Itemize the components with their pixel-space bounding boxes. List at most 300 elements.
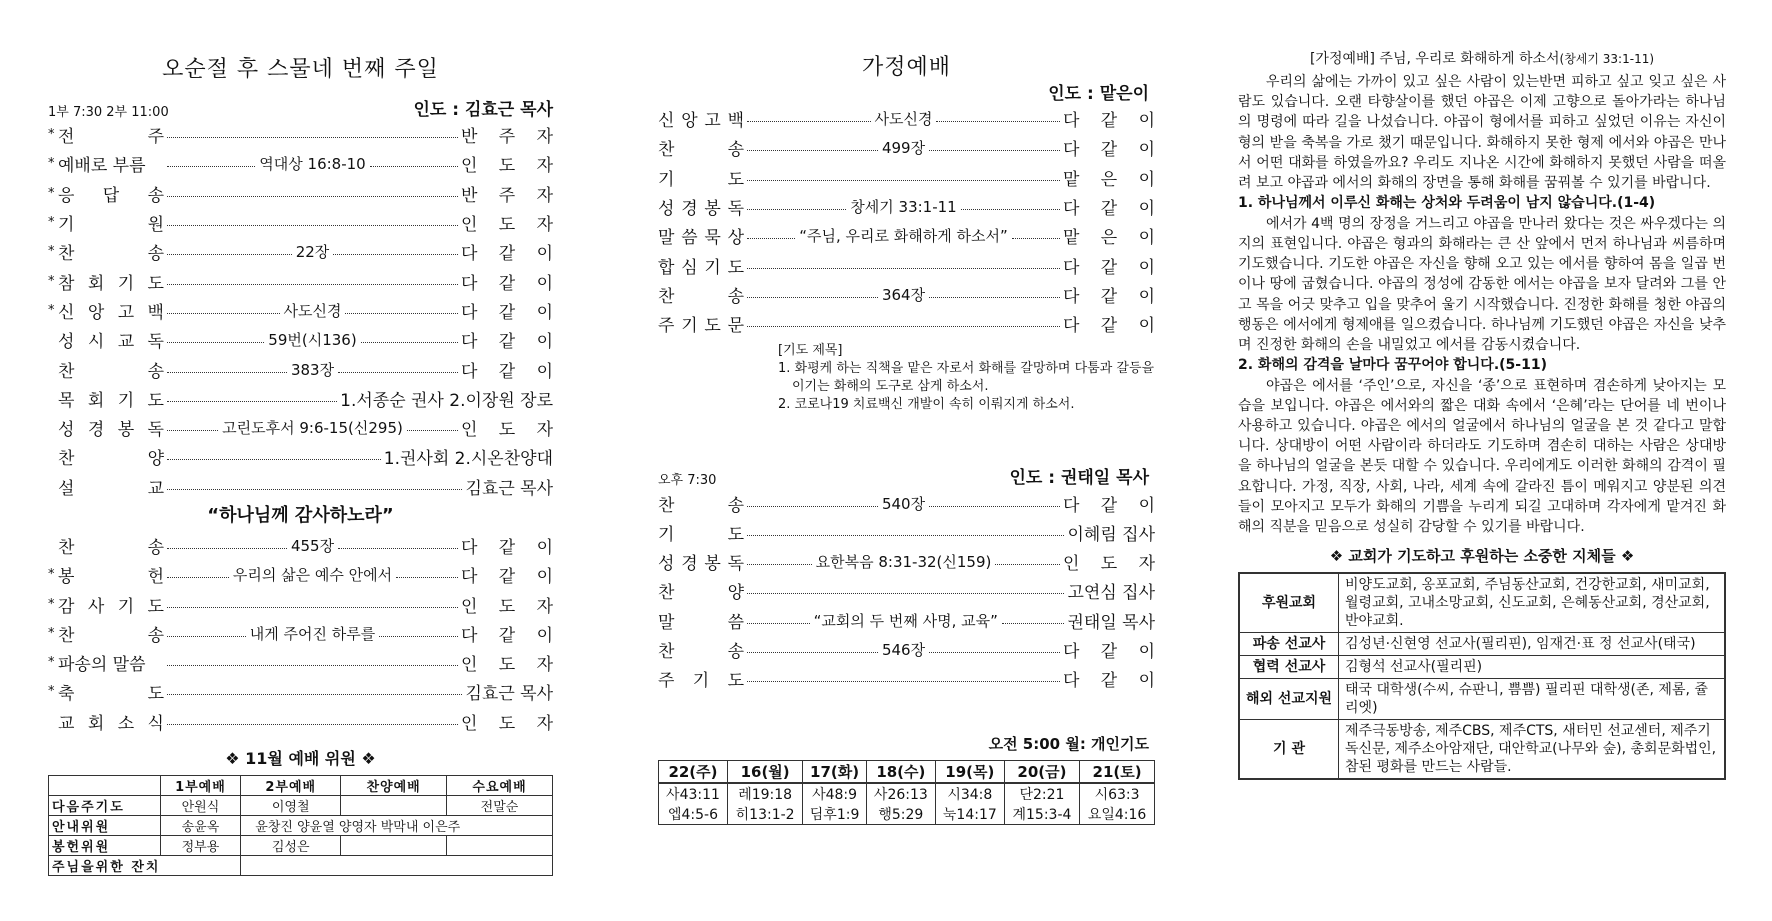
duty-cell: 윤창진 양윤열 양영자 박막내 이은주 (241, 815, 553, 835)
day-verse: 눅14:17 (935, 804, 1004, 825)
duty-row-label: 다음주기도 (49, 795, 161, 815)
order-item-leader: 인 도 자 (1063, 554, 1155, 575)
order-item-leader: 권태일 목사 (1067, 612, 1155, 633)
dot-leader (333, 254, 458, 255)
duty-cell: 전말순 (447, 795, 553, 815)
duty-row-label: 주님을위한 잔치 (49, 855, 241, 875)
dot-leader (167, 430, 218, 431)
support-value: 김성년·신현영 선교사(필리핀), 임재건·표 정 선교사(태국) (1339, 633, 1725, 656)
dot-leader (929, 150, 1060, 151)
dot-leader (167, 724, 458, 725)
order-item-name: 찬 송 (58, 625, 164, 646)
order-leader-dots (167, 329, 458, 350)
order-item-leader: 맡 은 이 (1063, 169, 1155, 190)
order-item-name: 찬 송 (658, 286, 744, 307)
day-verse: 시34:8 (935, 783, 1004, 804)
dot-leader (747, 268, 1060, 269)
order-item-name: 찬 송 (658, 140, 744, 161)
order-item-leader: 김효근 목사 (465, 478, 553, 499)
order-item-detail: 우리의 삶은 예수 안에서 (232, 566, 393, 585)
order-item-name: 신 앙 고 백 (658, 111, 744, 132)
dot-leader (747, 121, 871, 122)
order-leader-dots (747, 551, 1060, 572)
order-leader-dots (747, 675, 1060, 682)
order-leader-dots (167, 564, 458, 585)
meditation-title-text: [가정예배] 주님, 우리로 화해하게 하소서 (1309, 51, 1560, 67)
dot-leader (167, 225, 458, 226)
meditation-point: 2. 화해의 감격을 날마다 꿈꾸어야 합니다.(5-11) (1238, 357, 1547, 374)
order-row (48, 208, 553, 237)
evening-leader: 인도 : 권태일 목사 (1009, 468, 1149, 489)
order-leader-dots (167, 483, 462, 490)
order-row (658, 635, 1155, 664)
dot-leader (167, 548, 287, 549)
dot-leader (407, 430, 458, 431)
dot-leader (167, 401, 337, 402)
day-header: 22(주) (659, 761, 728, 784)
dot-leader (167, 196, 458, 197)
support-value: 태국 대학생(수씨, 슈판니, 쁨쁨) 필리핀 대학생(존, 제롬, 쥴리엣) (1339, 679, 1725, 720)
star-mark: * (48, 273, 55, 289)
duty-cell (341, 835, 447, 855)
order-leader-dots (167, 417, 458, 438)
dot-leader (167, 694, 462, 695)
dot-leader (379, 636, 458, 637)
order-leader-dots (167, 153, 458, 174)
order-row (658, 221, 1155, 250)
duty-cell: 김성은 (241, 835, 341, 855)
order-item-leader: 인 도 자 (461, 655, 553, 676)
order-row (48, 120, 553, 149)
dot-leader (167, 577, 229, 578)
star-mark: * (48, 625, 55, 641)
order-row (48, 707, 553, 736)
day-verse: 엡4:5-6 (659, 804, 728, 825)
evening-header (658, 458, 1155, 488)
order-item-detail: “교회의 두 번째 사명, 교육” (813, 611, 998, 630)
order-row (658, 309, 1155, 338)
order-item-name: 응 답 송 (58, 185, 164, 206)
order-item-detail: “주님, 우리로 화해하게 하소서” (799, 227, 1008, 246)
evening-time: 오후 7:30 (658, 473, 717, 489)
order-item-name: 전 주 (58, 127, 164, 148)
family-title: 가정예배 (861, 55, 951, 80)
day-verse: 시63:3 (1080, 783, 1155, 804)
order-item-leader: 다 같 이 (1063, 671, 1155, 692)
duty-cell (341, 795, 447, 815)
order-item-leader: 1.서종순 권사 2.이장원 장로 (340, 390, 553, 411)
order-item-leader: 고연심 집사 (1067, 583, 1155, 604)
duty-header: 찬양예배 (341, 775, 447, 795)
dot-leader (167, 254, 292, 255)
dot-leader (370, 166, 458, 167)
dot-leader (747, 623, 810, 624)
order-item-name: 찬 송 (58, 538, 164, 558)
order-row (48, 619, 553, 648)
dot-leader (747, 593, 1064, 594)
star-mark: * (48, 127, 55, 143)
order-leader-dots (747, 639, 1060, 660)
order-item-name: 파송의 말씀 (58, 655, 146, 676)
day-header: 21(토) (1080, 761, 1155, 784)
order-leader-dots (747, 137, 1060, 158)
order-item-detail: 499장 (881, 139, 926, 158)
order-row (48, 325, 553, 354)
order-row (658, 518, 1155, 547)
order-item-detail: 59번(시136) (268, 331, 357, 350)
duty-row-label: 봉헌위원 (49, 835, 161, 855)
dot-leader (747, 564, 812, 565)
dot-leader (936, 121, 1060, 122)
duty-cell: 정부용 (160, 835, 241, 855)
order-item-name: 합 심 기 도 (658, 257, 744, 278)
day-verse: 단2:21 (1004, 783, 1079, 804)
meditation-paragraph: 에서가 4백 명의 장정을 거느리고 야곱을 만나러 왔다는 것은 싸우겠다는 의지의 표현입니다. 야곱은 형과의 화해라는 큰 산 앞에서 먼저 하나님과 씨름하며 기도했습니다. 기도한 야곱은 자신을 향해 오고 있는 에서를 향하여 몸을 일곱 번이나 땅에 굽혔습니다. 야곱의 정성에 감동한 에서는 야곱을 보자 달려와 그를 안고 목을 어긋 맞추고 입을 맞추어 울기 시작했습니다. 진정한 화해를 청한 야곱의 행동은 에서에게 형제애를 일으켰습니다. 하나님께 기도했던 야곱은 자신을 낮추며 진정한 화해의 손을 내밀었고 에서를 감동시켰습니다. (1238, 215, 1726, 353)
order-leader-dots (747, 108, 1060, 129)
support-row (1239, 656, 1725, 679)
order-item-name: 찬 송 (658, 495, 744, 516)
order-item-name: 기 원 (58, 215, 164, 236)
family-header (658, 76, 1155, 104)
meditation-title-ref: (창세기 33:1-11) (1559, 52, 1655, 66)
support-title: ❖ 교회가 기도하고 후원하는 소중한 지체들 ❖ (1329, 547, 1635, 566)
order-item-leader: 다 같 이 (461, 567, 553, 588)
order-item-name: 성 시 교 독 (58, 332, 164, 353)
order-row (658, 664, 1155, 693)
dot-leader (929, 652, 1060, 653)
dot-leader (167, 284, 458, 285)
order-leader-dots (747, 493, 1060, 514)
day-verse: 레19:18 (727, 783, 802, 804)
dot-leader (167, 342, 264, 343)
order-row (48, 384, 553, 413)
order-item-name: 참 회 기 도 (58, 273, 164, 294)
order-item-leader: 인 도 자 (461, 156, 553, 177)
day-header: 17(화) (803, 761, 867, 784)
order-row (658, 488, 1155, 517)
order-leader-dots (167, 453, 381, 460)
order-item-name: 설 교 (58, 478, 164, 499)
dot-leader (167, 137, 458, 138)
dot-leader (961, 209, 1060, 210)
order-row (658, 576, 1155, 605)
daily-caption: 오전 5:00 월: 개인기도 (988, 735, 1149, 754)
day-verse: 사43:11 (659, 783, 728, 804)
dot-leader (1002, 623, 1065, 624)
dot-leader (747, 681, 1060, 682)
support-key: 협력 선교사 (1239, 656, 1339, 679)
meditation-column (1238, 0, 1726, 780)
order-row (48, 296, 553, 325)
day-verse: 요일4:16 (1080, 804, 1155, 825)
star-mark: * (48, 185, 55, 201)
order-item-leader: 반 주 자 (461, 127, 553, 148)
order-row (48, 648, 553, 677)
order-row (48, 442, 553, 471)
order-item-leader: 다 같 이 (1063, 316, 1155, 337)
order-item-leader: 인 도 자 (461, 215, 553, 236)
order-leader-dots (747, 174, 1060, 181)
meditation-paragraph: 야곱은 에서를 ‘주인’으로, 자신을 ‘종’으로 표현하며 겸손하게 낮아지는 모습을 보입니다. 야곱은 에서와의 짧은 대화 속에서 ‘은혜’라는 단어를 네 번이나 사용하고 있습니다. 야곱은 에서의 얼굴에서 하나님의 얼굴을 본 것 같다고 말합니다. 상대방이 어떤 사람이라 하더라도 기도하며 겸손히 대하는 사람은 상대방을 하나님의 얼굴을 본듯 대할 수 있습니다. 우리에게도 이러한 화해의 감격이 필요합니다. 가정, 직장, 사회, 나라, 세계 속에 갈라진 틈이 메워지고 양분된 의견들이 모아지고 모두가 화해의 기쁨을 누리게 되길 고대하며 각자에게 맡겨진 화해의 직분을 믿음으로 성실히 감당할 수 있기를 바랍니다. (1238, 377, 1726, 536)
order-leader-dots (747, 529, 1064, 536)
order-leader-dots (167, 535, 458, 556)
service-leader: 인도 : 김효근 목사 (413, 100, 553, 120)
order-leader-dots (167, 601, 458, 608)
order-leader-dots (747, 225, 1060, 246)
order-item-leader: 인 도 자 (461, 713, 553, 734)
prayer-title: [기도 제목] (778, 343, 843, 359)
order-item-leader: 다 같 이 (1063, 111, 1155, 132)
day-header: 19(목) (935, 761, 1004, 784)
order-row (48, 472, 553, 501)
prayer-requests (778, 342, 1155, 414)
star-mark: * (48, 655, 55, 671)
support-key: 기 관 (1239, 720, 1339, 780)
order-item-detail: 사도신경 (874, 110, 933, 129)
dot-leader (995, 564, 1060, 565)
meditation-title (1238, 48, 1726, 68)
order-item-leader: 다 같 이 (1063, 140, 1155, 161)
order-item-detail: 455장 (290, 537, 335, 555)
order-item-name: 목 회 기 도 (58, 390, 164, 411)
order-leader-dots (747, 262, 1060, 269)
order-item-leader: 1.권사회 2.시온찬양대 (383, 449, 553, 470)
order-item-name: 감 사 기 도 (58, 596, 164, 617)
dot-leader (747, 150, 878, 151)
order-item-detail: 역대상 16:8-10 (259, 155, 366, 174)
dot-leader (167, 607, 458, 608)
order-row (48, 149, 553, 178)
dot-leader (167, 313, 280, 314)
order-item-leader: 인 도 자 (461, 596, 553, 617)
dot-leader (167, 489, 462, 490)
day-verse: 사26:13 (866, 783, 935, 804)
order-item-name: 말 씀 묵 상 (658, 228, 744, 249)
evening-order (658, 488, 1155, 693)
order-item-name: 신 앙 고 백 (58, 302, 164, 323)
star-mark: * (48, 596, 55, 612)
order-row (658, 104, 1155, 133)
order-item-detail: 22장 (295, 243, 330, 262)
order-leader-dots (167, 219, 458, 226)
dot-leader (929, 297, 1060, 298)
order-item-detail: 546장 (881, 641, 926, 659)
support-value: 김형석 선교사(필리핀) (1339, 656, 1725, 679)
order-item-leader: 다 같 이 (1063, 257, 1155, 278)
dot-leader (929, 506, 1060, 507)
order-row (48, 589, 553, 618)
order-row (48, 354, 553, 383)
order-item-name: 찬 송 (58, 244, 164, 265)
day-verse: 사48:9 (803, 783, 867, 804)
day-verse: 계15:3-4 (1004, 804, 1079, 825)
order-item-leader: 다 같 이 (461, 625, 553, 646)
support-row (1239, 720, 1725, 780)
order-row (48, 237, 553, 266)
order-item-leader: 다 같 이 (461, 361, 553, 382)
sermon-title: “하나님께 감사하노라” (207, 504, 394, 526)
order-item-name: 주 기 도 (658, 671, 744, 692)
order-item-detail: 창세기 33:1-11 (850, 198, 957, 217)
family-worship-column (658, 0, 1155, 825)
dot-leader (747, 652, 878, 653)
order-row (658, 163, 1155, 192)
daily-bible-table (658, 760, 1155, 825)
order-item-name: 말 씀 (658, 612, 744, 633)
order-row (658, 250, 1155, 279)
order-item-leader: 맡 은 이 (1063, 228, 1155, 249)
support-key: 파송 선교사 (1239, 633, 1339, 656)
order-item-detail: 고린도후서 9:6-15(신295) (222, 419, 403, 438)
duty-table (48, 775, 553, 876)
order-item-name: 봉 헌 (58, 567, 164, 588)
support-value: 제주극동방송, 제주CBS, 제주CTS, 새터민 선교센터, 제주기독신문, 제주소아암재단, 대안학교(나무와 숲), 총회문화법인, 참된 평화를 만드는 사람들. (1339, 720, 1725, 780)
order-item-name: 성 경 봉 독 (658, 554, 744, 575)
dot-leader (747, 209, 846, 210)
star-mark: * (48, 244, 55, 260)
dot-leader (396, 577, 458, 578)
day-header: 16(월) (727, 761, 802, 784)
order-item-name: 교 회 소 식 (58, 713, 164, 734)
dot-leader (747, 180, 1060, 181)
service-times: 1부 7:30 2부 11:00 (48, 105, 169, 120)
duty-cell: 이영철 (241, 795, 341, 815)
duty-row-label: 안내위원 (49, 815, 161, 835)
order-item-name: 성 경 봉 독 (658, 199, 744, 220)
support-key: 해외 선교지원 (1239, 679, 1339, 720)
star-mark: * (48, 215, 55, 231)
day-header: 18(수) (866, 761, 935, 784)
family-order (658, 104, 1155, 338)
order-row (658, 547, 1155, 576)
order-leader-dots (747, 587, 1064, 594)
dot-leader (361, 342, 458, 343)
order-leader-dots (167, 395, 337, 402)
dot-leader (747, 535, 1064, 536)
day-verse: 히13:1-2 (727, 804, 802, 825)
order-item-name: 기 도 (658, 169, 744, 190)
order-item-leader: 이혜림 집사 (1067, 524, 1155, 545)
order-leader-dots (167, 131, 458, 138)
prayer-item: 2. 코로나19 치료백신 개발이 속히 이뤄지게 하소서. (778, 397, 1075, 413)
duty-header: 2부예배 (241, 775, 341, 795)
order-item-detail: 383장 (290, 360, 335, 379)
meditation-paragraph: 우리의 삶에는 가까이 있고 싶은 사람이 있는반면 피하고 싶고 잊고 싶은 사람도 있습니다. 오랜 타향살이를 했던 야곱은 이제 고향으로 돌아가라는 하나님의 명령에 따라 길을 나섰습니다. 야곱이 형에서를 피하고 싶었던 이유는 자신이 형의 받을 축복을 가로 챘기 때문입니다. 화해하지 못한 형제 에서와 야곱은 만나서 어떤 대화를 하였을까요? 우리도 지나온 시간에 화해하지 못했던 사람을 떠올려 보고 야곱과 에서의 화해의 장면을 통해 화해를 꿈꿔볼 수 있기를 바랍니다. (1238, 74, 1726, 192)
meditation-point: 1. 하나님께서 이루신 화해는 상처와 두려움이 남지 않습니다.(1-4) (1238, 195, 1656, 212)
sunday-worship-column (48, 0, 553, 876)
dot-leader (747, 326, 1060, 327)
star-mark: * (48, 156, 55, 172)
dot-leader (345, 313, 458, 314)
order-leader-dots (167, 190, 458, 197)
order-item-detail: 540장 (881, 494, 926, 513)
duty-header: 1부예배 (160, 775, 241, 795)
order-leader-dots (167, 688, 462, 695)
dot-leader (1012, 238, 1060, 239)
order-leader-dots (747, 610, 1064, 631)
dot-leader (167, 665, 458, 666)
dot-leader (167, 166, 255, 167)
order-leader-dots (747, 320, 1060, 327)
order-item-name: 찬 양 (58, 449, 164, 470)
order-item-detail: 사도신경 (283, 301, 342, 320)
order-item-leader: 김효근 목사 (465, 684, 553, 705)
order-item-name: 성 경 봉 독 (58, 420, 164, 441)
order-row (48, 531, 553, 560)
order-item-name: 찬 송 (658, 642, 744, 662)
support-row (1239, 679, 1725, 720)
support-key: 후원교회 (1239, 573, 1339, 633)
order-item-leader: 다 같 이 (461, 244, 553, 265)
order-item-name: 예배로 부름 (58, 156, 146, 177)
day-header: 20(금) (1004, 761, 1079, 784)
order-row (658, 133, 1155, 162)
order-row (48, 179, 553, 208)
order-row (658, 280, 1155, 309)
order-leader-dots (167, 300, 458, 321)
star-mark: * (48, 302, 55, 318)
order-item-leader: 다 같 이 (1063, 642, 1155, 662)
order-item-leader: 다 같 이 (1063, 495, 1155, 516)
order-item-name: 찬 양 (658, 583, 744, 604)
order-item-leader: 다 같 이 (461, 332, 553, 353)
order-leader-dots (167, 359, 458, 380)
day-verse: 행5:29 (866, 804, 935, 825)
order-item-detail: 364장 (881, 285, 926, 304)
duty-corner (49, 775, 161, 795)
support-row (1239, 573, 1725, 633)
order-item-leader: 다 같 이 (461, 302, 553, 323)
dot-leader (167, 636, 246, 637)
sunday-title: 오순절 후 스물네 번째 주일 (162, 57, 439, 82)
order-leader-dots (747, 196, 1060, 217)
day-verse: 딤후1:9 (803, 804, 867, 825)
order-item-leader: 다 같 이 (461, 538, 553, 558)
duty-header: 수요예배 (447, 775, 553, 795)
order-leader-dots (167, 278, 458, 285)
order-item-name: 주 기 도 문 (658, 316, 744, 337)
order-row (48, 677, 553, 706)
family-leader: 인도 : 맡은이 (1048, 84, 1149, 104)
dot-leader (747, 238, 795, 239)
order-row (48, 413, 553, 442)
support-row (1239, 633, 1725, 656)
dot-leader (747, 297, 878, 298)
order-leader-dots (167, 623, 458, 644)
order-item-leader: 다 같 이 (461, 273, 553, 294)
order-item-name: 축 도 (58, 684, 164, 705)
order-item-detail: 요한복음 8:31-32(신159) (815, 553, 992, 572)
order-item-detail: 내게 주어진 하루를 (249, 624, 376, 643)
order-row (48, 560, 553, 589)
prayer-item: 1. 화평케 하는 직책을 맡은 자로서 화해를 갈망하며 다툼과 갈등을 이기는 화해의 도구로 삼게 하소서. (778, 361, 1155, 395)
worship-order (48, 120, 553, 501)
worship-order-after-sermon (48, 531, 553, 736)
order-leader-dots (167, 718, 458, 725)
order-item-leader: 다 같 이 (1063, 199, 1155, 220)
dot-leader (338, 548, 458, 549)
duty-cell (241, 855, 553, 875)
order-item-leader: 인 도 자 (461, 420, 553, 441)
duty-cell: 안원식 (160, 795, 241, 815)
dot-leader (167, 372, 287, 373)
order-row (48, 266, 553, 295)
star-mark: * (48, 684, 55, 700)
order-item-name: 기 도 (658, 524, 744, 545)
duty-cell: 송윤옥 (160, 815, 241, 835)
order-leader-dots (167, 241, 458, 262)
order-row (658, 192, 1155, 221)
